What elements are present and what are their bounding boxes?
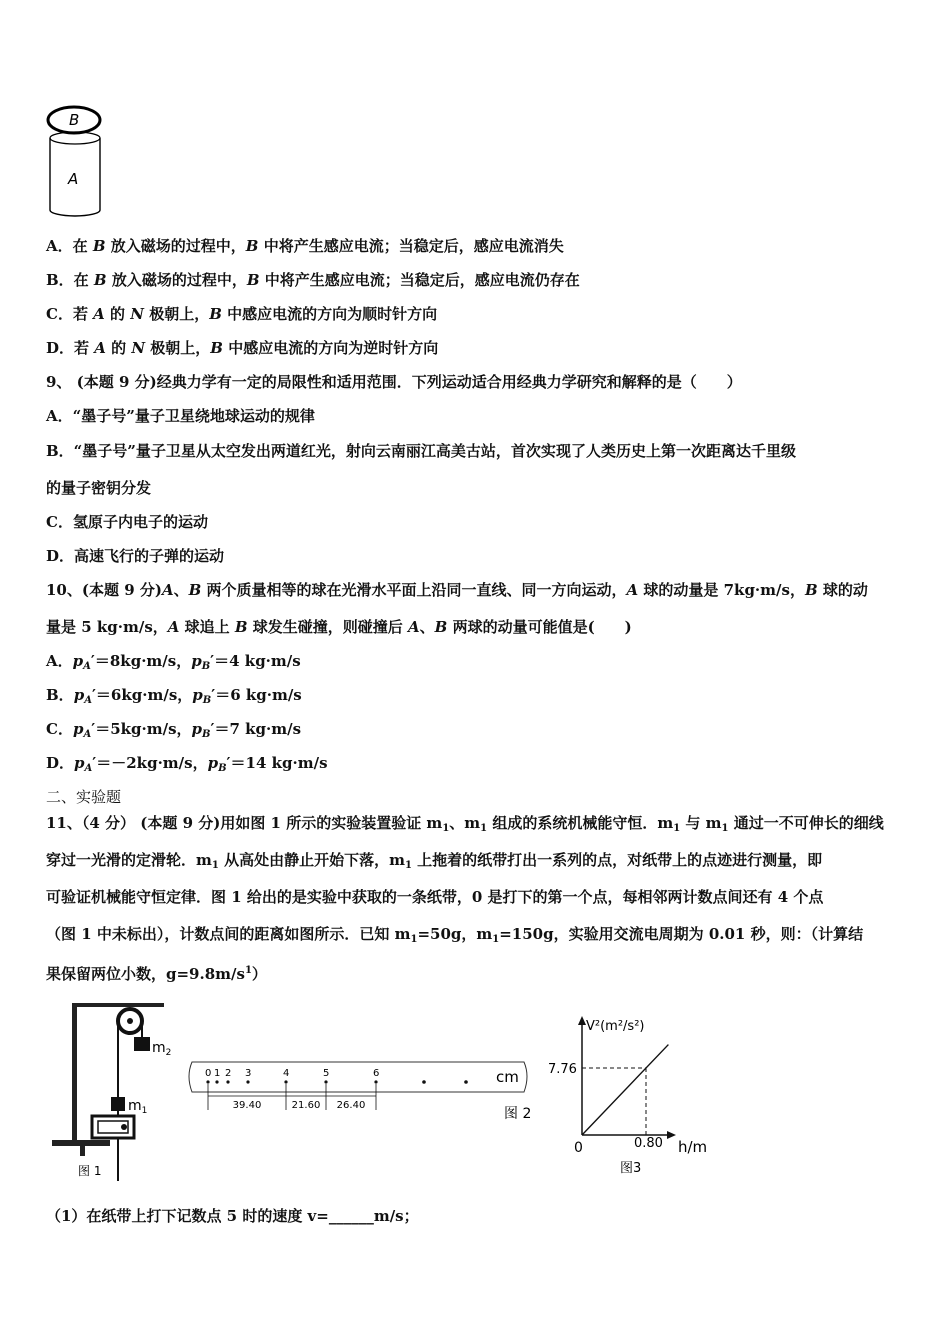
tape-point-1 <box>215 1080 218 1083</box>
q10-option-d: D．$p_A'=-2kg\cdot m/s$，$p_B'=14$ kg·m/s <box>46 754 328 774</box>
tape-point-6 <box>374 1080 377 1083</box>
tape-dot-extra-2 <box>464 1080 468 1084</box>
graph-y-mark: 7.76 <box>548 1062 577 1077</box>
q11-line1: 11、（4 分） (本题 9 分)用如图 1 所示的实验装置验证 $m_1$、$m_1$ 组成的系统机械能守恒．$m_1$ 与 $m_1$ 通过一不可伸长的细线 <box>46 814 884 834</box>
q10-stem-line2: 量是 5 kg·m/s，A 球追上 B 球发生碰撞，则碰撞后 A、B 两球的动量可能值是( ) <box>46 618 632 636</box>
q9-option-d: D．高速飞行的子弹的运动 <box>46 547 225 565</box>
graph-origin: 0 <box>574 1140 583 1156</box>
q10-option-a: A．$p_A'=8kg\cdot m/s$，$p_B'=4$ kg·m/s <box>46 652 301 672</box>
tape-dimension-2: 26.40 <box>336 1100 366 1111</box>
paper-tape-figure <box>186 1058 538 1128</box>
tape-point-3 <box>246 1080 249 1083</box>
graph-line <box>582 1045 668 1135</box>
fig3-caption: 图3 <box>620 1161 642 1176</box>
tape-point-label-6: 6 <box>373 1068 380 1079</box>
apparatus-figure <box>46 995 186 1185</box>
q9-option-b-line2: 的量子密钥分发 <box>46 479 152 497</box>
graph-xlabel: h/m <box>678 1138 708 1156</box>
v2-h-graph <box>544 1010 724 1180</box>
m1-sub: 1 <box>141 1106 148 1116</box>
q8-option-a: A．在 B 放入磁场的过程中，B 中将产生感应电流；当稳定后，感应电流消失 <box>46 237 564 255</box>
q8-option-d: D．若 A 的 N 极朝上，B 中感应电流的方向为逆时针方向 <box>46 339 439 357</box>
section-title-experiment: 二、实验题 <box>46 788 122 806</box>
tape-dot-extra-1 <box>422 1080 426 1084</box>
tape-dimension-1: 21.60 <box>291 1100 321 1111</box>
q11-line2: 穿过一光滑的定滑轮．$m_1$ 从高处由静止开始下落，$m_1$ 上拖着的纸带打出一系列的点，对纸带上的点迹进行测量，即 <box>46 851 823 871</box>
q10-option-b: B．$p_A'=6kg\cdot m/s$，$p_B'=6$ kg·m/s <box>46 686 302 706</box>
m2-label: m <box>152 1040 166 1056</box>
tape-dimension-0: 39.40 <box>232 1100 262 1111</box>
tape-point-label-2: 2 <box>225 1068 232 1079</box>
svg-text:m2 <box>152 1040 171 1058</box>
q11-sub1: （1）在纸带上打下记数点 5 时的速度 v=______m/s； <box>46 1207 419 1225</box>
graph-ylabel: V²(m²/s²) <box>586 1019 645 1034</box>
tape-point-label-0: 0 <box>205 1068 212 1079</box>
fig1-caption: 图 1 <box>78 1164 102 1178</box>
q10-option-c: C．$p_A'=5kg\cdot m/s$，$p_B'=7$ kg·m/s <box>46 720 302 740</box>
m2-sub: 2 <box>165 1048 172 1058</box>
q8-option-b: B．在 B 放入磁场的过程中，B 中将产生感应电流；当稳定后，感应电流仍存在 <box>46 271 580 289</box>
q9-option-b-line1: B．“墨子号”量子卫星从太空发出两道红光，射向云南丽江高美古站，首次实现了人类历史上第一次距离达千里级 <box>46 442 796 460</box>
label-a: A <box>68 170 79 188</box>
tape-point-0 <box>206 1080 209 1083</box>
graph-x-mark: 0.80 <box>634 1136 663 1151</box>
tape-point-label-3: 3 <box>245 1068 252 1079</box>
tape-point-label-5: 5 <box>323 1068 330 1079</box>
q11-line5: 果保留两位小数，$g=9.8m/s^1$） <box>46 965 267 983</box>
q9-option-a: A．“墨子号”量子卫星绕地球运动的规律 <box>46 407 315 425</box>
tape-point-label-4: 4 <box>283 1068 290 1079</box>
m1-label: m <box>128 1098 142 1114</box>
q8-option-c: C．若 A 的 N 极朝上，B 中感应电流的方向为顺时针方向 <box>46 305 438 323</box>
q10-stem-line1: 10、(本题 9 分)A、B 两个质量相等的球在光滑水平面上沿同一直线、同一方向运动，A 球的动量是 7kg·m/s，B 球的动 <box>46 581 868 599</box>
q11-line3: 可验证机械能守恒定律．图 1 给出的是实验中获取的一条纸带，0 是打下的第一个点，每相邻两计数点间还有 4 个点 <box>46 888 824 906</box>
tape-point-4 <box>284 1080 287 1083</box>
fig2-caption: 图 2 <box>504 1106 532 1122</box>
tape-unit: cm <box>496 1068 519 1086</box>
cylinder-ring-figure <box>44 100 106 220</box>
q9-option-c: C．氢原子内电子的运动 <box>46 513 208 531</box>
tape-point-label-1: 1 <box>214 1068 221 1079</box>
q11-line4: （图 1 中未标出），计数点间的距离如图所示．已知 $m_1=50g$，$m_1=150g$，实验用交流电周期为 0.01 秒，则：（计算结 <box>46 925 864 945</box>
tape-point-5 <box>324 1080 327 1083</box>
svg-text:m1 <box>128 1098 147 1116</box>
q9-stem: 9、 (本题 9 分)经典力学有一定的局限性和适用范围．下列运动适合用经典力学研究和解释的是（ ） <box>46 373 742 391</box>
svg-text:.: . <box>412 1068 414 1073</box>
label-b: B <box>69 111 80 129</box>
tape-point-2 <box>226 1080 229 1083</box>
